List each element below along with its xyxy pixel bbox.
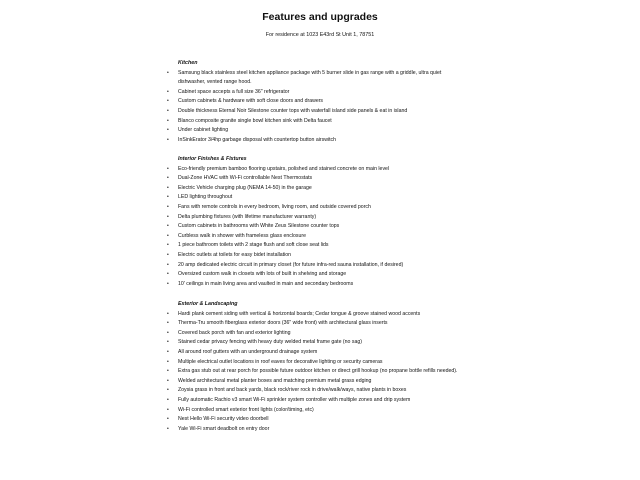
bullet-icon: • [167,117,169,124]
list-item-text: All around roof gutters with an underground drainage system [178,348,318,355]
bullet-icon: • [167,223,169,230]
list-item [166,358,466,368]
list-item [166,319,466,329]
list-item [166,377,466,387]
bullet-icon: • [167,88,169,95]
bullet-icon: • [167,339,169,346]
list-item [166,261,466,271]
list-item [166,126,466,136]
bullet-icon: • [167,406,169,413]
bullet-icon: • [167,387,169,394]
list-item-text: Electric Vehicle charging plug (NEMA 14-50) in the garage [178,184,312,191]
bullet-icon: • [167,165,169,172]
list-item-text: Nest Hello Wi-Fi security video doorbell [178,416,269,423]
bullet-icon: • [167,271,169,278]
bullet-icon: • [167,194,169,201]
list-item [166,117,466,127]
list-item-text: Curbless walk in shower with frameless glass enclosure [178,232,307,239]
list-item [166,165,466,175]
list-item-text: Cabinet space accepts a full size 36" refrigerator [178,88,290,95]
section-heading: Exterior & Landscaping [178,301,238,307]
bullet-icon: • [167,261,169,268]
list-item-text: Zoysia grass in front and back yards, black rock/river rock in drive/walk/ways, native plants in boxes [178,387,407,394]
bullet-icon: • [167,251,169,258]
list-item-text: 20 amp dedicated electric circuit in primary closet (for future infra-red sauna installation, if desired) [178,261,404,268]
list-item-text: Double thickness Eternal Noir Silestone counter tops with waterfall island side panels & eat in island [178,107,408,114]
list-item-text: LED lighting throughout [178,194,233,201]
bullet-icon: • [167,310,169,317]
page-title: Features and upgrades [262,11,378,23]
list-item-text: Under cabinet lighting [178,127,229,134]
list-item [166,136,466,146]
list-item [166,107,466,117]
list-item-text: Wi-Fi controlled smart exterior front lights (color/timing, etc) [178,406,314,413]
bullet-list [166,165,466,290]
list-item [166,213,466,223]
bullet-icon: • [167,348,169,355]
bullet-icon: • [167,203,169,210]
list-item-text: Custom cabinets in bathrooms with White Zeus Silestone counter tops [178,223,340,230]
list-item-text: Samsung black stainless steel kitchen appliance package with 5 burner slide in gas range with a griddle, ultra quiet dishwasher, vented range hood. [178,69,442,86]
list-item [166,415,466,425]
list-item [166,338,466,348]
bullet-icon: • [167,358,169,365]
bullet-icon: • [167,107,169,114]
bullet-icon: • [167,136,169,143]
list-item [166,406,466,416]
list-item-text: Eco-friendly premium bamboo flooring upstairs, polished and stained concrete on main level [178,165,390,172]
list-item [166,97,466,107]
section-interior-finishes [166,155,466,289]
list-item-text: Oversized custom walk in closets with lots of built in shelving and storage [178,271,347,278]
list-item [166,310,466,320]
list-item [166,280,466,290]
list-item-text: Fans with remote controls in every bedroom, living room, and outside covered porch [178,203,371,210]
list-item [166,367,466,377]
list-item [166,396,466,406]
list-item [166,348,466,358]
list-item-text: Multiple electrical outlet locations in roof eaves for decorative lighting or security cameras [178,358,383,365]
list-item [166,174,466,184]
list-item [166,329,466,339]
list-item-text: Extra gas stub out at rear porch for possible future outdoor kitchen or direct grill hookup (no propane bottle refills needed). [178,368,458,375]
list-item-text: Stained cedar privacy fencing with heavy duty welded metal frame gate (no sag) [178,339,362,346]
list-item-text: Hardi plank cement siding with vertical & horizontal boards; Cedar tongue & groove stained wood accents [178,310,421,317]
section-heading: Interior Finishes & Fixtures [178,156,247,162]
page-subtitle: For residence at 1023 E43rd St Unit 1, 78751 [265,32,375,38]
list-item-text: 1 piece bathroom toilets with 2 stage flush and soft close seat lids [178,242,329,249]
bullet-icon: • [167,184,169,191]
bullet-list [166,69,466,146]
bullet-icon: • [167,329,169,336]
bullet-icon: • [167,377,169,384]
bullet-icon: • [167,280,169,287]
list-item-text: Electric outlets at toilets for easy bidet installation [178,251,292,258]
list-item [166,193,466,203]
list-item [166,241,466,251]
list-item-text: Dual-Zone HVAC with Wi-Fi controllable Nest Thermostats [178,175,313,182]
list-item-text: Welded architectural metal planter boxes and matching premium metal grass edging [178,377,372,384]
bullet-icon: • [167,242,169,249]
bullet-icon: • [167,213,169,220]
list-item [166,69,466,88]
list-item-text: 10' ceilings in main living area and vaulted in main and secondary bedrooms [178,280,354,287]
list-item-text: Yale Wi-Fi smart deadbolt on entry door [178,425,270,432]
bullet-icon: • [167,320,169,327]
bullet-icon: • [167,232,169,239]
bullet-icon: • [167,368,169,375]
list-item [166,270,466,280]
list-item [166,232,466,242]
bullet-icon: • [167,416,169,423]
list-item-text: Delta plumbing fixtures (with lifetime manufacturer warranty) [178,213,317,220]
bullet-list [166,310,466,435]
list-item [166,251,466,261]
list-item [166,88,466,98]
list-item-text: Covered back porch with fan and exterior lighting [178,329,291,336]
bullet-icon: • [167,127,169,134]
bullet-icon: • [167,425,169,432]
list-item-text: Fully automatic Rachio v3 smart Wi-Fi sprinkler system controller with multiple zones and drip system [178,396,411,403]
list-item [166,184,466,194]
bullet-icon: • [167,98,169,105]
list-item-text: Therma-Tru smooth fiberglass exterior doors (36" wide front) with architectural glass inserts [178,320,388,327]
list-item-text: Custom cabinets & hardware with soft close doors and drawers [178,98,324,105]
section-kitchen [166,59,466,145]
list-item-text: InSinkErator 3/4hp garbage disposal with countertop button airswitch [178,136,337,143]
list-item [166,203,466,213]
bullet-icon: • [167,175,169,182]
list-item [166,222,466,232]
list-item-text: Blanco composite granite single bowl kitchen sink with Delta faucet [178,117,332,124]
section-heading: Kitchen [178,60,198,66]
bullet-icon: • [167,69,169,76]
section-exterior-landscaping [166,300,466,434]
list-item [166,386,466,396]
list-item [166,425,466,435]
bullet-icon: • [167,396,169,403]
